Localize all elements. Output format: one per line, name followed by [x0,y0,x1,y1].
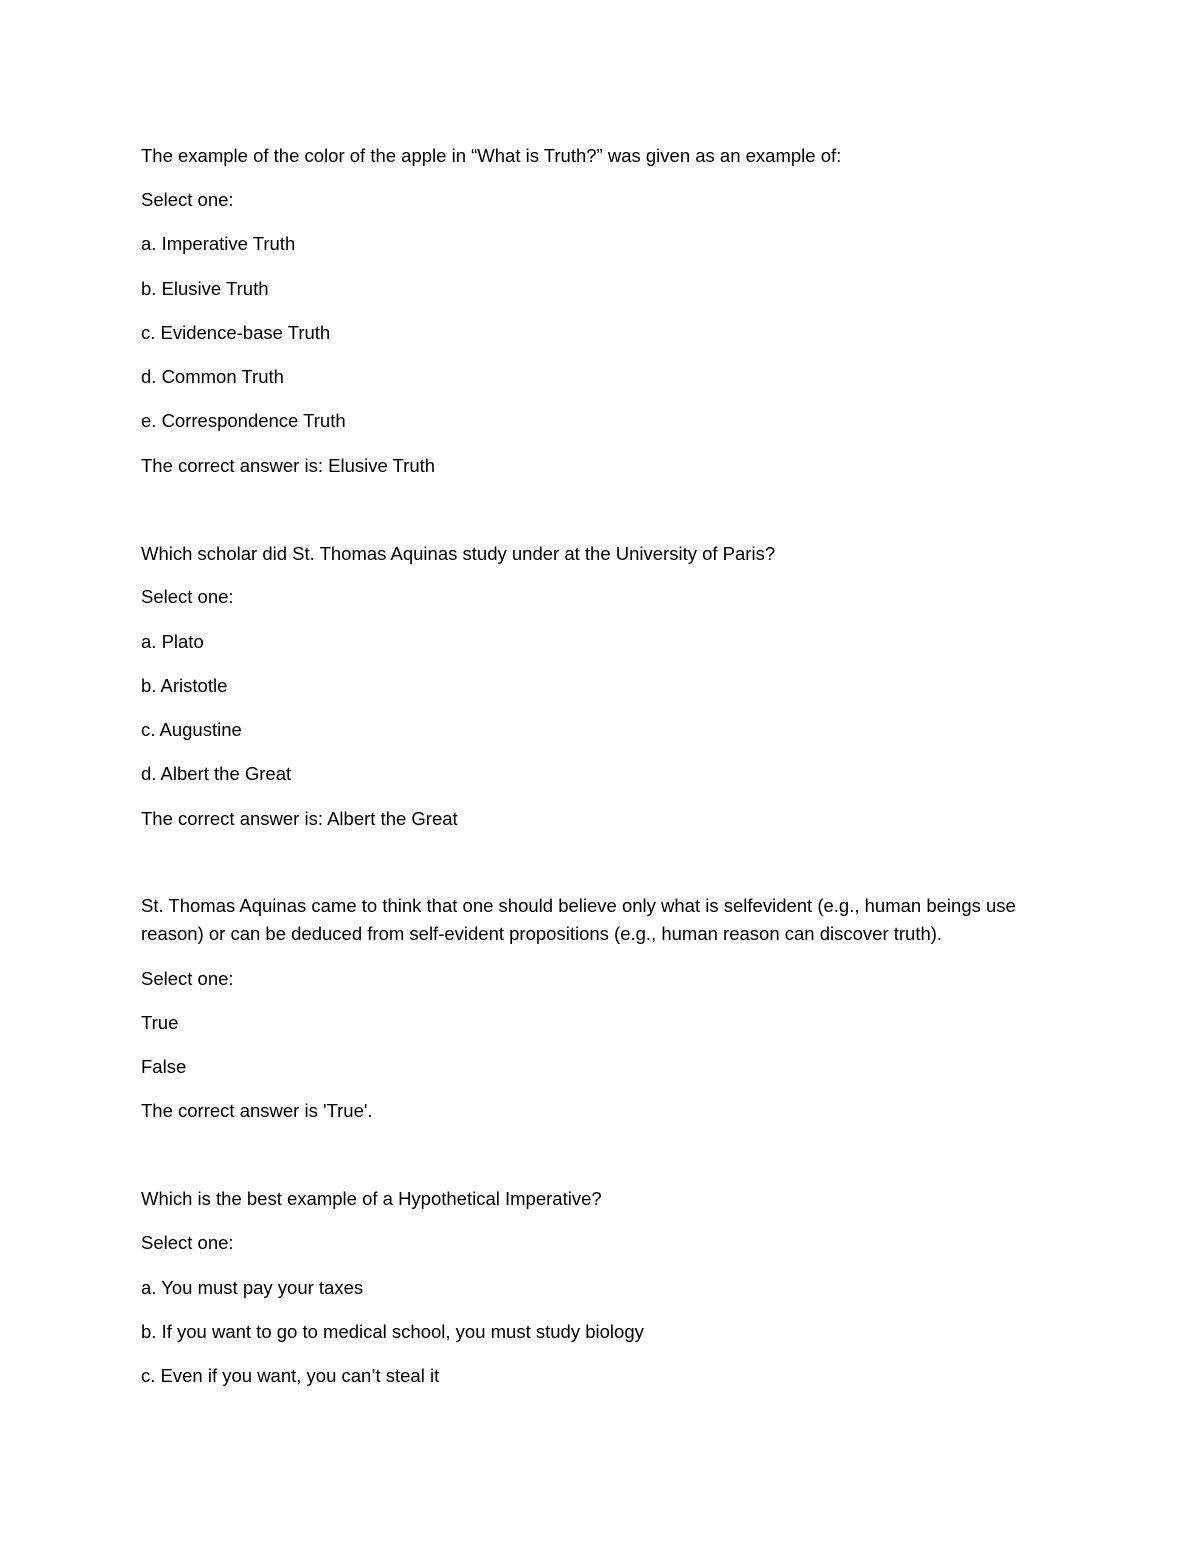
question-4-option-b: b. If you want to go to medical school, you must study biology [141,1321,644,1342]
question-2-option-a: a. Plato [141,631,204,652]
question-2-text: Which scholar did St. Thomas Aquinas study under at the University of Paris? [141,543,776,564]
question-4-prompt: Select one: [141,1232,234,1253]
question-4-text: Which is the best example of a Hypothetical Imperative? [141,1188,602,1209]
question-4-option-c: c. Even if you want, you can’t steal it [141,1365,440,1386]
question-1-option-c: c. Evidence-base Truth [141,322,331,343]
question-1-text: The example of the color of the apple in “What is Truth?” was given as an example of: [141,145,842,166]
question-3-option-false: False [141,1056,187,1077]
question-1-option-a: a. Imperative Truth [141,233,296,254]
question-1-option-d: d. Common Truth [141,366,284,387]
question-3-answer: The correct answer is 'True'. [141,1100,373,1121]
question-2-option-c: c. Augustine [141,719,242,740]
question-2-option-b: b. Aristotle [141,675,228,696]
question-4-option-a: a. You must pay your taxes [141,1277,364,1298]
question-1-prompt: Select one: [141,189,234,210]
question-3-prompt: Select one: [141,968,234,989]
question-3-text: St. Thomas Aquinas came to think that one should believe only what is selfevident (e.g., human beings use reason) or can be deduced from self-evident propositions (e.g., human reason can discover truth). [141,895,1016,944]
question-1-option-b: b. Elusive Truth [141,278,269,299]
question-2-option-d: d. Albert the Great [141,763,292,784]
question-2-prompt: Select one: [141,586,234,607]
question-3-option-true: True [141,1012,179,1033]
question-1-answer: The correct answer is: Elusive Truth [141,455,436,476]
question-1-option-e: e. Correspondence Truth [141,410,346,431]
question-2-answer: The correct answer is: Albert the Great [141,808,458,829]
